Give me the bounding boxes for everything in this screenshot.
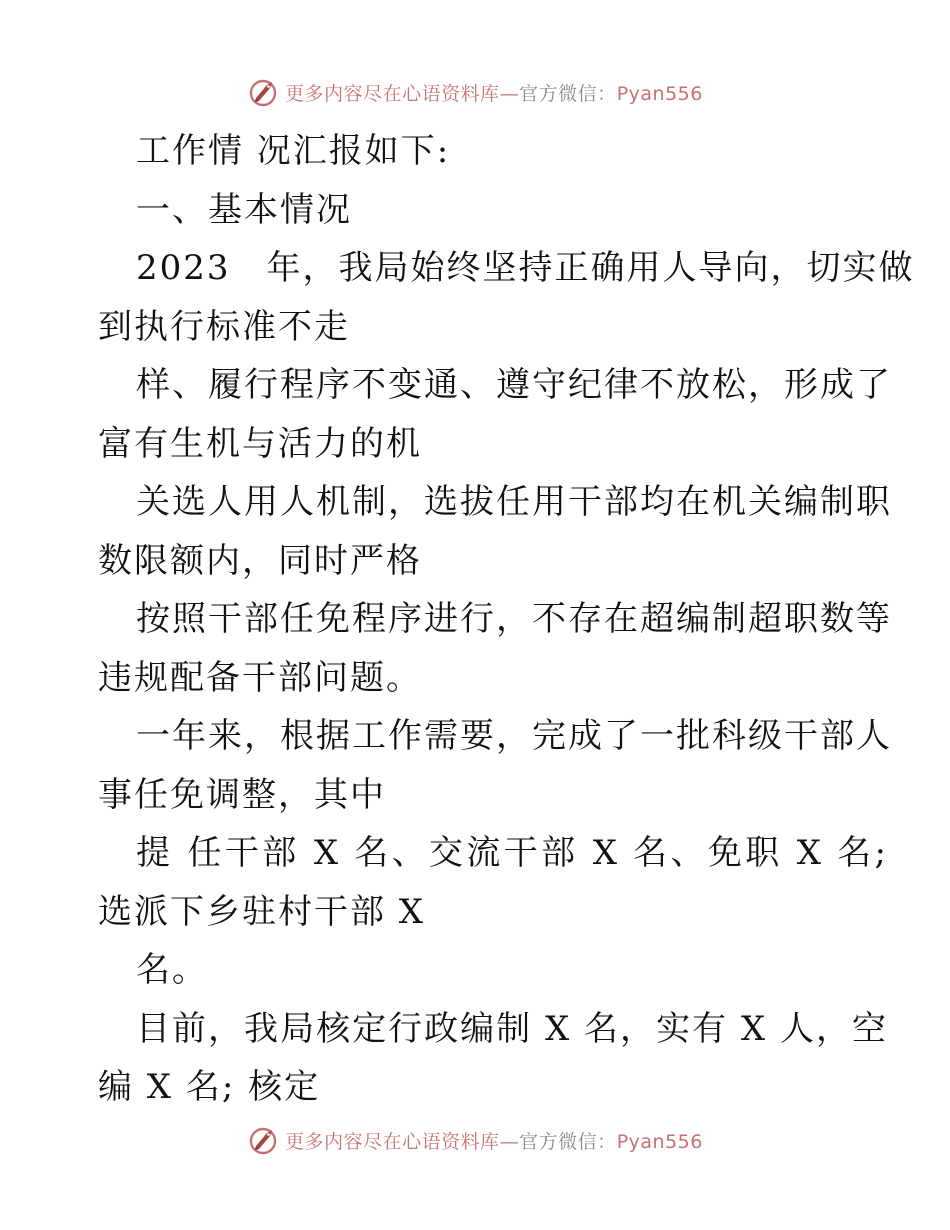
watermark-label: 官方微信： [519,82,617,105]
pen-nib-logo-icon [247,76,279,108]
header-watermark [0,72,950,112]
watermark-dash: — [499,82,520,105]
document-line: 违规配备干部问题。 [98,657,422,698]
document-line: 编 X 名; 核定 [98,1067,321,1107]
document-line: 富有生机与活力的机 [98,423,422,464]
document-line: 2023 年，我局始终坚持正确用人导向，切实做 [136,248,915,288]
document-body [98,122,915,1117]
document-line: 样、履行程序不变通、遵守纪律不放松，形成了 [136,365,892,405]
document-line: 工作情 况汇报如下: [136,131,451,171]
watermark-id: Pyan556 [616,82,703,105]
document-line: 名。 [136,950,208,990]
document-line: 一、基本情况 [136,189,352,230]
document-line: 按照干部任免程序进行，不存在超编制超职数等 [136,599,892,639]
document-line: 一年来，根据工作需要，完成了一批科级干部人 [136,716,892,756]
document-line: 事任免调整，其中 [98,774,386,815]
watermark-label: 官方微信： [519,1130,617,1153]
footer-watermark [0,1120,950,1160]
watermark-text [285,1127,703,1154]
watermark-id: Pyan556 [616,1130,703,1153]
document-line: 提 任干部 X 名、交流干部 X 名、免职 X 名; [136,833,888,873]
document-line: 目前，我局核定行政编制 X 名，实有 X 人，空 [136,1008,888,1049]
document-line: 数限额内，同时严格 [98,540,422,581]
document-line: 关选人用人机制，选拔任用干部均在机关编制职 [136,482,892,522]
watermark-text [285,79,703,106]
document-line: 选派下乡驻村干部 X [98,891,426,932]
document-line: 到执行标准不走 [98,306,350,347]
watermark-dash: — [499,1130,520,1153]
pen-nib-logo-icon [247,1124,279,1156]
watermark-brand: 更多内容尽在心语资料库 [285,82,500,105]
watermark-brand: 更多内容尽在心语资料库 [285,1130,500,1153]
